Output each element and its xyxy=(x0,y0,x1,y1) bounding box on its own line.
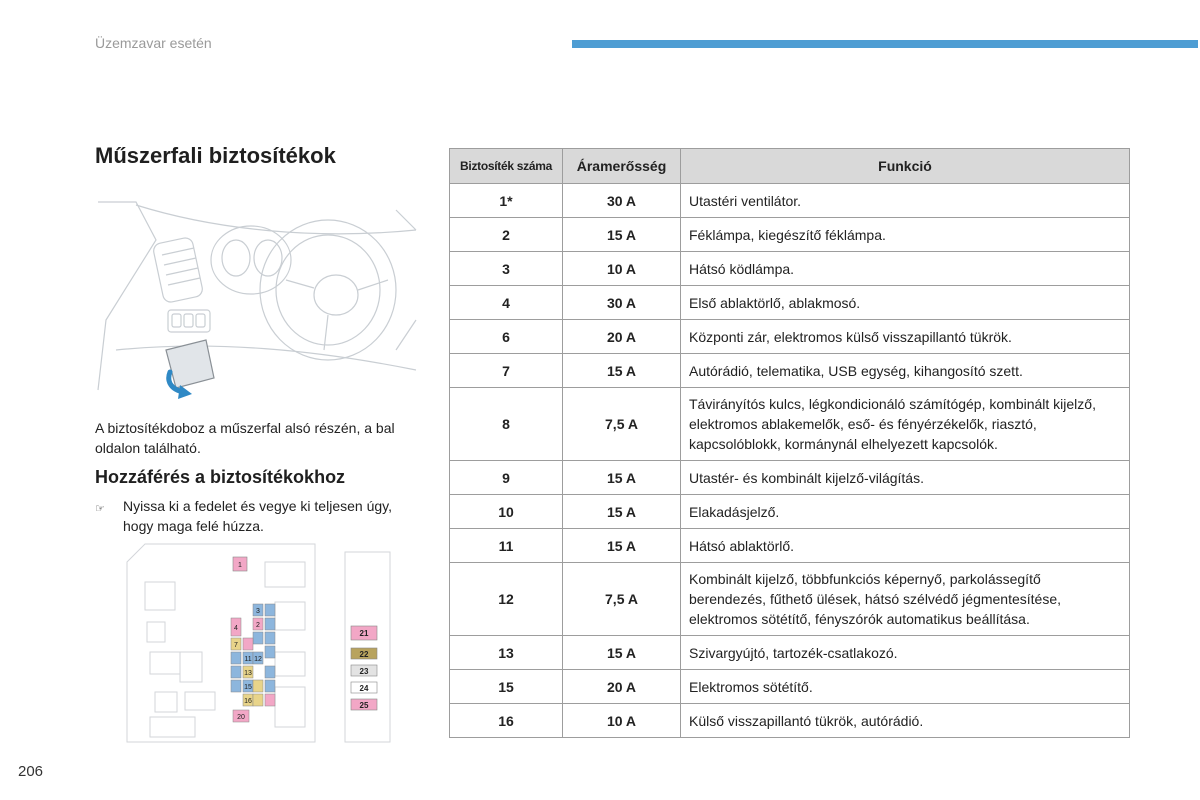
fuse-4-label: 4 xyxy=(234,625,238,632)
fuse-amperage: 10 A xyxy=(563,704,681,738)
fuse-amperage: 7,5 A xyxy=(563,388,681,461)
fuse-function: Kombinált kijelző, többfunkciós képernyő, parkolássegítő berendezés, fűthető ülések, hátsó szélvédő jégmentesítése, elektromos sötétítő, fényszórók automatikus beállítása. xyxy=(681,563,1130,636)
fuse-22-label: 22 xyxy=(359,650,369,659)
fuse-20-label: 20 xyxy=(237,714,245,721)
fuse-number: 3 xyxy=(450,252,563,286)
table-row xyxy=(450,286,1130,320)
fuse-function: Utastér- és kombinált kijelző-világítás. xyxy=(681,461,1130,495)
fuse-function: Hátsó ködlámpa. xyxy=(681,252,1130,286)
fuse-amperage: 20 A xyxy=(563,670,681,704)
fuse-amperage: 10 A xyxy=(563,252,681,286)
table-header-row xyxy=(450,149,1130,184)
fuse-amperage: 30 A xyxy=(563,286,681,320)
fuse-7-label: 7 xyxy=(234,642,238,649)
fuse-number: 2 xyxy=(450,218,563,252)
table-row xyxy=(450,461,1130,495)
fuse-12-label: 12 xyxy=(254,656,262,663)
fuse-amperage: 15 A xyxy=(563,354,681,388)
fuse-23-label: 23 xyxy=(359,667,369,676)
fuse-number: 1* xyxy=(450,184,563,218)
fusebox-cover xyxy=(166,340,214,388)
fuse-number: 4 xyxy=(450,286,563,320)
header-fuse-number: Biztosíték száma xyxy=(450,149,563,184)
table-row xyxy=(450,320,1130,354)
fuse-amperage: 15 A xyxy=(563,529,681,563)
fuse-function: Központi zár, elektromos külső visszapillantó tükrök. xyxy=(681,320,1130,354)
instrument-cluster xyxy=(211,226,291,294)
fuse-15-label: 15 xyxy=(244,684,252,691)
table-row xyxy=(450,670,1130,704)
section-title: Műszerfali biztosítékok xyxy=(95,143,336,168)
fuse-function: Első ablaktörlő, ablakmosó. xyxy=(681,286,1130,320)
switch-panel xyxy=(168,310,210,332)
fuse-number: 16 xyxy=(450,704,563,738)
pointing-hand-icon: ☞ xyxy=(95,503,105,515)
fuse-amperage: 7,5 A xyxy=(563,563,681,636)
fuse-3-label: 3 xyxy=(256,608,260,615)
table-row xyxy=(450,218,1130,252)
running-header: Üzemzavar esetén xyxy=(95,35,212,51)
windshield-pillar xyxy=(98,202,156,390)
air-vent xyxy=(152,236,204,303)
location-caption: A biztosítékdoboz a műszerfal alsó részén, a bal oldalon található. xyxy=(95,420,395,456)
fuse-24-label: 24 xyxy=(359,684,369,693)
relay-panel-outline xyxy=(345,552,390,742)
access-step-text: Nyissa ki a fedelet és vegye ki teljesen úgy, hogy maga felé húzza. xyxy=(123,498,392,534)
fuse-number: 9 xyxy=(450,461,563,495)
fuse-amperage: 20 A xyxy=(563,320,681,354)
access-step xyxy=(95,496,425,536)
fuse-function: Szivargyújtó, tartozék-csatlakozó. xyxy=(681,636,1130,670)
fuse-function: Elektromos sötétítő. xyxy=(681,670,1130,704)
table-row xyxy=(450,704,1130,738)
fuse-11-label: 11 xyxy=(244,656,252,663)
fuse-21-label: 21 xyxy=(359,629,369,638)
fuse-13-label: 13 xyxy=(244,670,252,677)
fuse-number: 10 xyxy=(450,495,563,529)
fuse-table xyxy=(449,148,1130,738)
fuse-number: 6 xyxy=(450,320,563,354)
fuse-function: Autórádió, telematika, USB egység, kihangosító szett. xyxy=(681,354,1130,388)
fuse-number: 13 xyxy=(450,636,563,670)
fuse-25-label: 25 xyxy=(359,701,369,710)
fuse-function: Utastéri ventilátor. xyxy=(681,184,1130,218)
table-row xyxy=(450,184,1130,218)
fuse-amperage: 15 A xyxy=(563,218,681,252)
steering-wheel xyxy=(260,220,396,360)
fuse-function: Külső visszapillantó tükrök, autórádió. xyxy=(681,704,1130,738)
dash-lower-line xyxy=(116,346,416,370)
fuse-function: Elakadásjelző. xyxy=(681,495,1130,529)
fuse-function: Távirányítós kulcs, légkondicionáló számítógép, kombinált kijelző, elektromos ablakemelők, eső- és fényérzékelők, riasztó, kapcsolóblokk, kormánynál elhelyezett kapcsolók. xyxy=(681,388,1130,461)
fuse-amperage: 15 A xyxy=(563,636,681,670)
fuse-number: 12 xyxy=(450,563,563,636)
table-row xyxy=(450,388,1130,461)
fuse-number: 8 xyxy=(450,388,563,461)
header-amperage: Áramerősség xyxy=(563,149,681,184)
table-row xyxy=(450,252,1130,286)
fuse-number: 15 xyxy=(450,670,563,704)
fuse-1-label: 1 xyxy=(238,562,242,569)
fuse-amperage: 15 A xyxy=(563,461,681,495)
header-function: Funkció xyxy=(681,149,1130,184)
table-row xyxy=(450,495,1130,529)
fusebox-diagram xyxy=(125,542,395,752)
fuse-number: 11 xyxy=(450,529,563,563)
table-row xyxy=(450,636,1130,670)
dashboard-illustration xyxy=(96,200,418,400)
fuse-amperage: 15 A xyxy=(563,495,681,529)
fuse-number: 7 xyxy=(450,354,563,388)
table-row xyxy=(450,529,1130,563)
fuse-amperage: 30 A xyxy=(563,184,681,218)
fuse-function: Féklámpa, kiegészítő féklámpa. xyxy=(681,218,1130,252)
page-number: 206 xyxy=(18,763,44,780)
access-subtitle: Hozzáférés a biztosítékokhoz xyxy=(95,467,346,487)
fuse-16-label: 16 xyxy=(244,698,252,705)
header-accent-bar xyxy=(572,40,1198,48)
table-row xyxy=(450,563,1130,636)
table-row xyxy=(450,354,1130,388)
fuse-2-label: 2 xyxy=(256,622,260,629)
fuse-function: Hátsó ablaktörlő. xyxy=(681,529,1130,563)
dash-top-line xyxy=(136,205,416,234)
